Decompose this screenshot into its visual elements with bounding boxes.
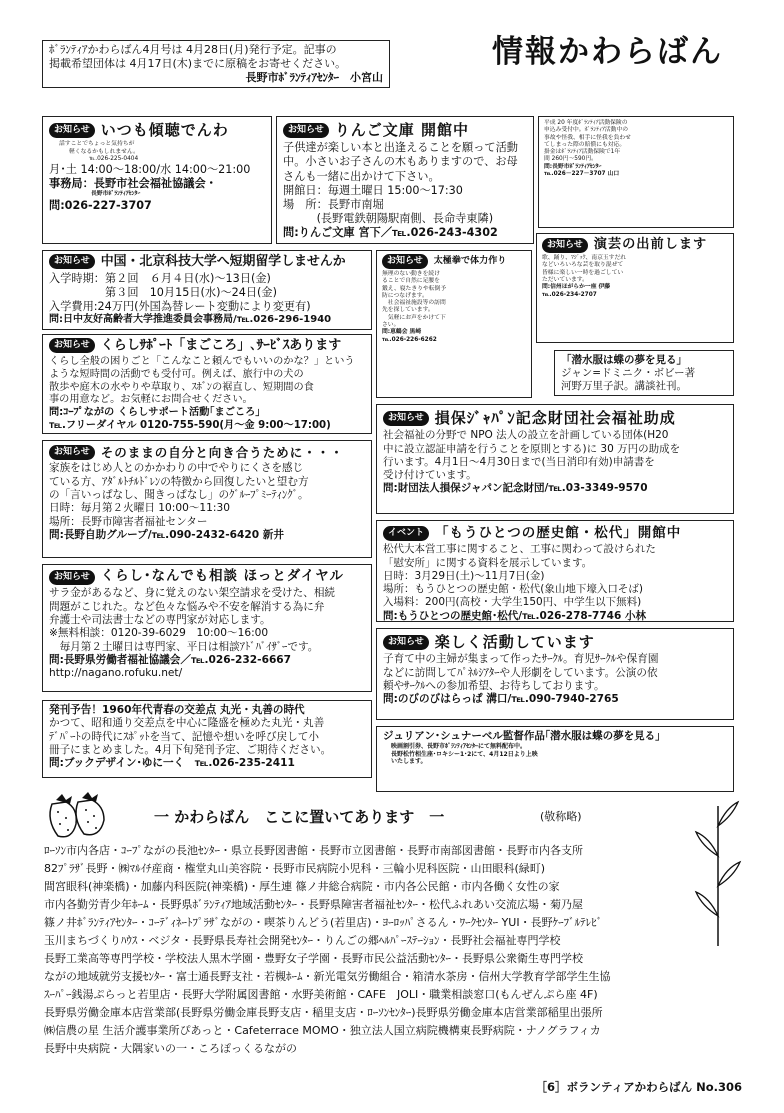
- article-line: 映画割引券、長野市ﾎﾞﾗﾝﾃｨｱｾﾝﾀｰにて無料配布中。: [391, 743, 527, 751]
- oshirase-badge: お知らせ: [283, 123, 329, 138]
- article-line: 平成 20 年度ﾎﾞﾗﾝﾃｨｱ活動保険の: [544, 120, 628, 126]
- article-line: 中に設立認証申請を行うことを原則とする)に 30 万円の助成を: [383, 442, 681, 455]
- article-line: 受け付けています。: [383, 468, 477, 481]
- notice-line: ﾎﾞﾗﾝﾃｨｱかわらばん4月号は 4月28日(月)発行予定。記事の: [49, 43, 337, 56]
- placed-line: 間宮眼科(神楽橋)・加藤内科医院(神楽橋)・厚生連 篠ノ井総合病院・市内各公民館・市内各働く女性の家: [44, 880, 560, 893]
- article-line: 散歩や庭木の水やりや草取り、ｽﾎﾞﾝの裾直し、短期間の食: [49, 381, 314, 393]
- article-contact: ℡.026－227－3707 山口: [544, 171, 620, 178]
- placed-line: 玉川まちづくりﾊｳｽ・ベジタ・長野県長寿社会開発ｾﾝﾀｰ・りんごの郷ﾍﾙﾊﾟｰｽﾃｰｼｮﾝ・長野社会福祉専門学校: [44, 934, 561, 947]
- article-line: 入学費用:24万円(外国為替レート変動により変更有): [49, 299, 311, 313]
- article-line: 防につなげます。: [382, 292, 428, 299]
- plant-icon: [692, 796, 744, 946]
- article-line: 歌、踊り、ﾏｼﾞｯｸ、南京玉すだれ: [542, 255, 627, 262]
- article-line: 話すことでちょっと気持ちが: [59, 141, 135, 148]
- oshirase-badge: お知らせ: [383, 635, 429, 650]
- article-line: 掛金はﾎﾞﾗﾝﾃｨｱ活動保険で1年: [544, 149, 621, 156]
- article-taikyoku: [376, 250, 532, 398]
- article-line: 子育て中の主婦が集まって作ったｻｰｸﾙ。育児ｻｰｸﾙや保育園: [383, 653, 659, 666]
- placed-line: ﾛｰｿﾝ市内各店・ｺｰﾌﾟながの長池ｾﾝﾀｰ・県立長野図書館・長野市立図書館・長野市南部図書館・長野市内各支所: [44, 844, 583, 857]
- article-contact: 問:ブックデザイン･ゆに一く ℡.026-235-2411: [49, 757, 295, 770]
- article-url[interactable]: http://nagano.rofuku.net/: [49, 667, 183, 680]
- article-line: 場所：もうひとつの歴史館・松代(象山地下壕入口そば): [383, 583, 643, 596]
- placed-line: ｽｰﾊﾟｰ銭湯ぷらっと若里店・長野大学附属図書館・水野美術館・CAFE JOLI・職業相談窓口(もんぜんぷら座 4F): [44, 988, 598, 1001]
- article-line: 場所：長野市障害者福祉センター: [49, 515, 208, 528]
- placed-line: 長野工業高等専門学校・学校法人黒木学園・豊野女子学園・長野市民公益活動ｾﾝﾀｰ・長野県公衆衛生専門学校: [44, 952, 583, 965]
- placed-line: ながの地域就労支援ｾﾝﾀｰ・富士通長野支社・若槻ﾎｰﾑ・新光電気労働組合・箱清水茶房・信州大学教育学部学生生協: [44, 970, 611, 983]
- oshirase-badge: お知らせ: [49, 123, 95, 138]
- article-title: いつも傾聴でんわ: [100, 121, 229, 139]
- article-line: ジュリアン･シュナーベル監督作品｢潜水服は蝶の夢を見る｣: [383, 730, 661, 742]
- article-line: などに訪問してﾊﾟﾈﾙｼｱﾀｰや人形劇をしています。公演の依: [383, 666, 658, 679]
- article-contact: 問:もうひとつの歴史館･松代/℡.026-278-7746 小林: [383, 609, 646, 622]
- article-line: の「言いっぱなし、聞きっぱなし」のｸﾞﾙｰﾌﾟﾐｰﾃｨﾝｸﾞ。: [49, 488, 309, 501]
- article-line: ※無料相談：0120-39-6029 10:00～16:00: [49, 627, 269, 640]
- article-line: さんも一緒に出かけて下さい。: [283, 169, 440, 183]
- article-line: 頼やｻｰｸﾙへの参加希望、お待ちしております。: [383, 679, 605, 692]
- article-contact: 問:026-227-3707: [49, 198, 152, 212]
- article-line: 鍛え、寝たきりや転倒予: [382, 285, 447, 292]
- book-line: ジャン=ドミニク・ボビー著: [561, 367, 696, 380]
- article-org: 長野市ﾎﾞﾗﾝﾃｨｱｾﾝﾀｰ: [91, 191, 141, 198]
- article-ryugaku: [42, 250, 372, 330]
- article-line: 月･土 14:00～18:00/水 14:00～21:00: [49, 163, 251, 177]
- article-hoken: [538, 116, 734, 228]
- article-ringo: [276, 116, 534, 244]
- article-line: 軽くなるかもしれません。: [69, 148, 139, 155]
- article-line: 毎月第２土曜日は専門家、平日は相談ｱﾄﾞﾊﾞｲｻﾞｰです。: [49, 640, 319, 653]
- article-line: 「慰安所」に関する資料を展示しています。: [383, 556, 593, 569]
- article-line: 行います。4月1日～4月30日まで(当日消印有効)申請書を: [383, 455, 655, 468]
- placed-line: 篠ノ井ﾎﾞﾗﾝﾃｨｱｾﾝﾀｰ・ｺｰﾃﾞｨﾈｰﾄﾌﾟﾗｻﾞながの・喫茶りんどう(若里店)・ﾖｰﾛｯﾊﾟさるん・ﾜｰｸｾﾝﾀｰ YUI・長野ｹｰﾌﾞﾙﾃﾚﾋﾞ: [44, 916, 603, 929]
- article-title: くらしｻﾎﾟｰﾄ「まごころ」､ｻｰﾋﾞｽあります: [100, 338, 342, 353]
- article-line: 家族をはじめ人とのかかわりの中でやりにくさを感じ: [49, 462, 304, 475]
- article-line: ることで自然に足腰を: [382, 278, 440, 285]
- book-box: [554, 350, 734, 396]
- article-contact: ℡.フリーダイヤル 0120-755-590(月～金 9:00～17:00): [49, 420, 331, 432]
- article-title: 楽しく活動しています: [434, 633, 595, 651]
- article-line: 日時：毎月第２火曜日 10:00～11:30: [49, 502, 230, 515]
- page-footer: ［6］ボランティアかわらばん No.306: [535, 1080, 742, 1094]
- article-line: 事故や怪我、相手に怪我を負わせ: [544, 134, 631, 141]
- article-contact: ℡.026-226-6262: [382, 336, 437, 343]
- article-contact: 問:長野自助グループ/℡.090-2432-6420 新井: [49, 528, 284, 541]
- placed-list: [44, 842, 611, 1058]
- oshirase-badge: お知らせ: [49, 570, 95, 585]
- book-line: 河野万里子訳。講談社刊。: [561, 380, 687, 393]
- article-line: くらし全般の困りごと「こんなこと頼んでもいいのかな？」という: [49, 355, 355, 367]
- article-title: 太極拳で体力作り: [433, 255, 507, 266]
- article-line: ている方、ｱﾀﾞﾙﾄﾁﾙﾄﾞﾚﾝの特徴から回復したいと望む方: [49, 475, 309, 488]
- masthead-title: 情報かわらばん: [492, 34, 723, 70]
- article-magokoro: [42, 334, 372, 434]
- article-contact: 問:日中友好高齢者大学推進委員会事務局/℡.026-296-1940: [49, 314, 332, 326]
- issue-notice: [42, 40, 390, 88]
- article-contact: 問:長野市ﾎﾞﾗﾝﾃｨｱｾﾝﾀｰ: [544, 163, 602, 170]
- strawberry-icon: [44, 790, 110, 842]
- article-maruko: [42, 700, 372, 778]
- oshirase-badge: お知らせ: [49, 254, 95, 269]
- article-line: 中。小さいお子さんの木もありますので、お母: [283, 155, 518, 169]
- notice-signature: 長野市ﾎﾞﾗﾝﾃｨｱｾﾝﾀｰ 小宮山: [245, 70, 383, 84]
- article-line: ℡.026-225-0404: [89, 155, 139, 162]
- article-line: などいろいろな芸を取り混ぜて: [542, 262, 624, 269]
- article-line: さい。: [382, 322, 400, 329]
- article-contact: 問:信州ほがらか一座 伊藤: [542, 284, 611, 291]
- placed-line: 長野中央病院・大隅家いの一・ころぽっくるながの: [44, 1042, 297, 1055]
- placed-line: 長野県労働金庫本店営業部(長野県労働金庫長野支店・稲里支店・ﾛｰｿﾝｾﾝﾀｰ)長野県労働金庫本店営業部稲里出張所: [44, 1006, 603, 1019]
- article-line: 開館日：毎週土曜日 15:00～17:30: [283, 183, 463, 197]
- article-line: 社会福祉施設等の訪問: [382, 300, 446, 307]
- article-line: 間 260円～590円。: [544, 156, 597, 163]
- article-line: ﾃﾞﾊﾟｰﾄの時代にｽﾎﾟｯﾄを当て、記憶や想いを呼び戻して小: [49, 730, 319, 743]
- article-line: 入場料：200円(高校・大学生150円、中学生以下無料): [383, 596, 642, 609]
- article-title: 「もうひとつの歴史館・松代」開館中: [435, 525, 682, 541]
- event-badge: イベント: [383, 526, 429, 541]
- notice-line: 掲載希望団体は 4月17日(木)までに原稿をお寄せください。: [49, 56, 347, 70]
- article-title: りんご文庫 開館中: [334, 121, 469, 139]
- article-line: いたします。: [391, 758, 427, 766]
- article-contact: 問:ｺｰﾌﾟながの くらしサポート活動｢まごころ｣: [49, 407, 261, 419]
- article-line: 弁護士や司法書士などの専門家が対応します。: [49, 614, 271, 627]
- oshirase-badge: お知らせ: [49, 338, 95, 353]
- article-contact: 問:長野県労働者福祉協議会／℡.026-232-6667: [49, 654, 292, 667]
- article-line: 子供達が楽しい本と出逢えることを願って活動: [283, 141, 518, 155]
- article-line: 先を探しています。: [382, 307, 434, 314]
- article-title: 中国・北京科技大学へ短期留学しませんか: [100, 254, 346, 269]
- placed-line: ㈱信農の星 生活介護事業所ぴあっと・Cafeterrace MOMO・独立法人国立病院機構東長野病院・ナノグラフィカ: [44, 1024, 601, 1037]
- article-title: そのままの自分と向き合うために・・・: [100, 445, 344, 460]
- article-title: 演芸の出前します: [593, 237, 708, 252]
- article-line: 第３回 10月15日(水)～24日(金): [49, 285, 277, 299]
- article-dial: [42, 564, 372, 692]
- placed-title: 一 かわらばん ここに置いてあります 一: [154, 808, 445, 826]
- article-line: 長野松竹相生座･ロキシー1･2にて、4月12日より上映: [391, 750, 538, 758]
- article-line: 皆様に楽しい一時を過ごしてい: [542, 269, 624, 276]
- article-engei: [536, 233, 734, 343]
- article-line: かつて、昭和通り交差点を中心に隆盛を極めた丸光・丸善: [49, 717, 325, 730]
- article-line: サラ金があるなど、身に覚えのない架空請求を受けた、相続: [49, 587, 336, 600]
- article-sompo: [376, 404, 734, 514]
- article-line: 申込み受付中。ﾎﾞﾗﾝﾃｨｱ活動中の: [544, 127, 629, 134]
- article-contact: ℡.026-234-2707: [542, 291, 597, 298]
- article-title: 損保ｼﾞｬﾊﾟﾝ記念財団社会福祉助成: [434, 409, 676, 427]
- article-line: 事の用意など。お気軽にお問合せください。: [49, 394, 253, 406]
- article-contact: 問:財団法人損保ジャパン記念財団/℡.03-3349-9570: [383, 482, 648, 495]
- oshirase-badge: お知らせ: [49, 445, 95, 460]
- article-line: ような短時間の活動でも受付可。例えば、旅行中の犬の: [49, 368, 304, 380]
- placed-suffix: (敬称略): [540, 810, 582, 823]
- article-contact: 問:のびのびはらっぱ 溝口/℡.090-7940-2765: [383, 693, 619, 706]
- article-line: 問題がこじれた。など色々な悩みや不安を解消する為に弁: [49, 600, 325, 613]
- article-line: 気軽にお声をかけて下: [382, 314, 446, 321]
- article-line: 冊子にまとめました。4月下旬発刊予定、ご期待ください。: [49, 744, 332, 757]
- placed-line: 市内各勤労青少年ﾎｰﾑ・長野県ﾎﾞﾗﾝﾃｨｱ地域活動ｾﾝﾀｰ・長野県障害者福祉ｾﾝﾀｰ・松代ふれあい交流広場・菊乃屋: [44, 898, 583, 911]
- article-tanoshiku: [376, 628, 734, 720]
- article-line: 場 所：長野市南堀: [283, 197, 384, 211]
- article-contact: 問:りんご文庫 宮下／℡.026-243-4302: [283, 225, 498, 239]
- oshirase-badge: お知らせ: [383, 411, 429, 426]
- article-line: 日時：3月29日(土)～11月7日(金): [383, 569, 545, 582]
- article-line: (長野電鉄朝陽駅南側、長命寺東隣): [283, 211, 494, 225]
- article-headline: 発刊予告！1960年代青春の交差点 丸光・丸善の時代: [49, 704, 305, 716]
- placed-line: 82ﾌﾟﾗｻﾞ長野・㈱ﾏﾙｲﾁ産商・権堂丸山美容院・長野市民病院小児科・三輪小児科医院・山田眼科(緑町): [44, 862, 546, 875]
- article-title: くらし･なんでも相談 ほっとダイヤル: [100, 569, 344, 584]
- article-line: 松代大本営工事に関すること、工事に関わって設けられた: [383, 543, 656, 556]
- article-line: ただいています。: [542, 276, 588, 283]
- article-line: てしまった際の賠償にも対応。: [544, 141, 626, 148]
- article-contact: 問:恵鶴会 黒崎: [382, 329, 422, 336]
- oshirase-badge: お知らせ: [382, 254, 428, 269]
- article-line: 社会福祉の分野で NPO 法人の設立を計画している団体(H20: [383, 429, 669, 442]
- article-sonomama: [42, 440, 372, 558]
- book-title: 「潜水服は蝶の夢を見る」: [561, 354, 687, 366]
- article-org: 事務局：長野市社会福祉協議会・: [49, 177, 217, 191]
- article-line: 無理のない動きを続け: [382, 270, 440, 277]
- article-movie: [376, 726, 734, 792]
- oshirase-badge: お知らせ: [542, 238, 588, 253]
- article-keicho: [42, 116, 272, 244]
- article-rekishikan: [376, 520, 734, 622]
- article-line: 入学時期：第２回 ６月４日(水)～13日(金): [49, 271, 271, 285]
